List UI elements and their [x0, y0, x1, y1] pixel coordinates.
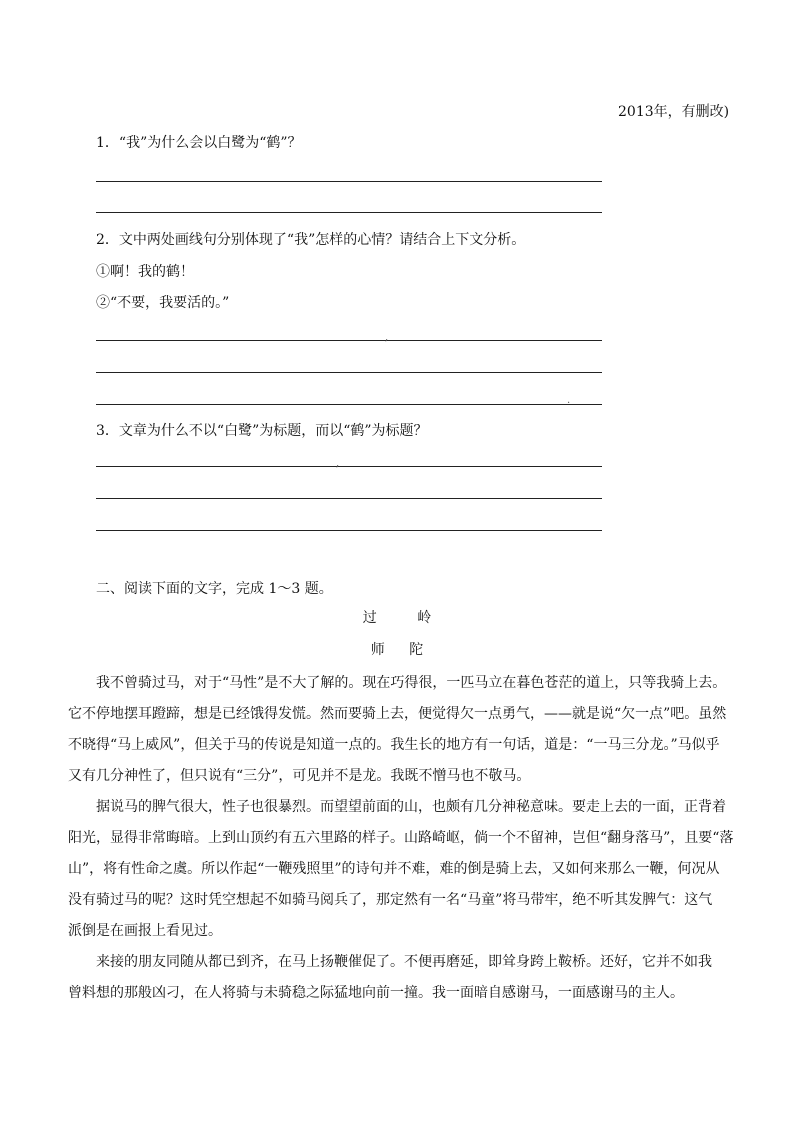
- paragraph-line: 没有骑过马的呢？这时凭空想起不如骑马阅兵了，那定然有一名“马童”将马带牢，绝不听其发脾气：这气: [68, 892, 713, 908]
- section2-instruction: 二、阅读下面的文字，完成 1～3 题。: [96, 581, 333, 597]
- paragraph-line: 派倒是在画报上看见过。: [68, 923, 222, 939]
- answer-comma-mark: ,: [385, 332, 389, 343]
- paragraph-line: 山”，将有性命之虞。所以作起“一鞭残照里”的诗句并不难，难的倒是骑上去，又如何来那么一鞭，何况从: [68, 861, 720, 877]
- answer-line[interactable]: [96, 498, 602, 499]
- paragraph-line: 据说马的脾气很大，性子也很暴烈。而望望前面的山，也颇有几分神秘意味。要走上去的一面，正背着: [96, 799, 726, 815]
- question-2-item-1: ①啊！我的鹤！: [96, 264, 194, 280]
- paragraph-line: 阳光，显得非常晦暗。上到山顶约有五六里路的样子。山路崎岖，倘一个不留神，岂但“翻身落马”，且要“落: [68, 830, 734, 846]
- answer-line[interactable]: [96, 340, 602, 341]
- paragraph-line: 又有几分神性了，但只说有“三分”，可见并不是龙。我既不憎马也不敬马。: [68, 768, 531, 784]
- answer-line[interactable]: [96, 212, 602, 213]
- paragraph-line: 它不停地摆耳蹬蹄，想是已经饿得发慌。然而要骑上去，便觉得欠一点勇气，——就是说“欠一点”吧。虽然: [68, 706, 727, 722]
- answer-period-mark: .: [567, 395, 571, 406]
- answer-line[interactable]: [96, 466, 602, 467]
- source-note: 2013年，有删改): [618, 104, 730, 120]
- answer-line[interactable]: [96, 372, 602, 373]
- paragraph-line: 来接的朋友同随从都已到齐，在马上扬鞭催促了。不便再磨延，即耸身跨上鞍桥。还好，它并不如我: [96, 954, 712, 970]
- answer-line[interactable]: [96, 404, 602, 405]
- paragraph-line: 我不曾骑过马，对于“马性”是不大了解的。现在巧得很，一匹马立在暮色苍茫的道上，只等我骑上去。: [96, 675, 727, 691]
- paragraph-2: [68, 792, 734, 947]
- answer-line[interactable]: [96, 181, 602, 182]
- question-2-item-2: ②“不要，我要活的。”: [96, 295, 230, 311]
- answer-line[interactable]: [96, 530, 602, 531]
- question-2: 2．文中两处画线句分别体现了“我”怎样的心情？请结合上下文分析。: [96, 232, 526, 248]
- paragraph-3: [68, 947, 712, 1009]
- article-title: 过 岭: [362, 610, 450, 626]
- paragraph-1: [68, 668, 727, 792]
- article-author: 师 陀: [370, 642, 434, 658]
- question-3: 3．文章为什么不以“白鹭”为标题，而以“鹤”为标题？: [96, 423, 428, 439]
- paragraph-line: 曾料想的那般凶刁，在人将骑与未骑稳之际猛地向前一撞。我一面暗自感谢马，一面感谢马的主人。: [68, 985, 684, 1001]
- paragraph-line: 不晓得“马上威风”，但关于马的传说是知道一点的。我生长的地方有一句话，道是：“一马三分龙。”马似乎: [68, 737, 720, 753]
- answer-comma-mark: ,: [336, 458, 340, 469]
- question-1: 1．“我”为什么会以白鹭为“鹤”？: [96, 135, 302, 151]
